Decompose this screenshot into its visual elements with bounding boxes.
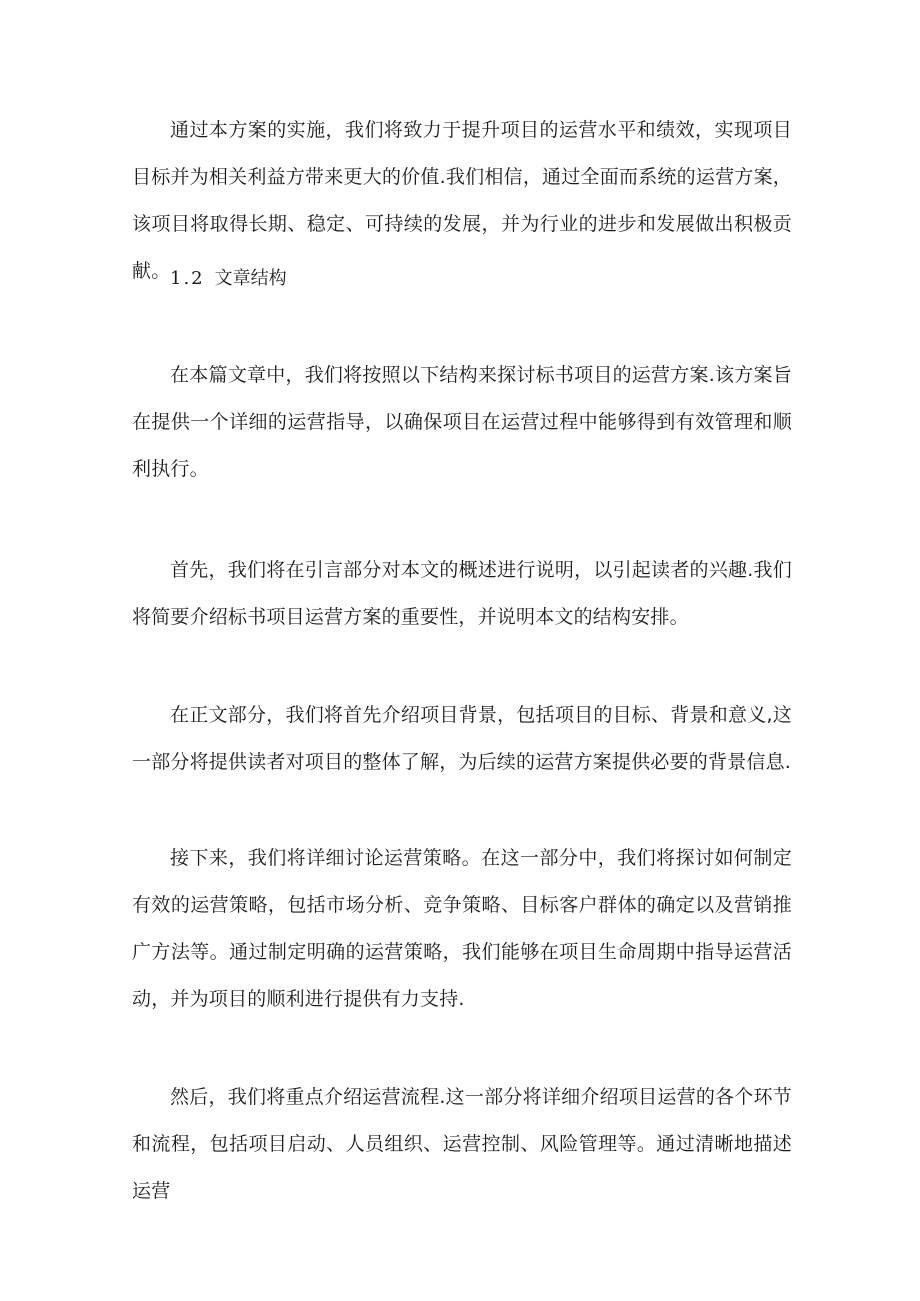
paragraph-operation-process: 然后，我们将重点介绍运营流程.这一部分将详细介绍项目运营的各个环节和流程，包括项目启动、人员组织、运营控制、风险管理等。通过清晰地描述运营 — [132, 1086, 792, 1202]
paragraph-structure-overview: 在本篇文章中，我们将按照以下结构来探讨标书项目的运营方案.该方案旨在提供一个详细的运营指导，以确保项目在运营过程中能够得到有效管理和顺利执行。 — [132, 364, 792, 480]
paragraph-project-background: 在正文部分，我们将首先介绍项目背景，包括项目的目标、背景和意义,这一部分将提供读者对项目的整体了解，为后续的运营方案提供必要的背景信息. — [132, 704, 792, 773]
paragraph-introduction-part: 首先，我们将在引言部分对本文的概述进行说明，以引起读者的兴趣.我们将简要介绍标书项目运营方案的重要性，并说明本文的结构安排。 — [132, 559, 792, 628]
section-title: 文章结构 — [214, 268, 287, 289]
section-heading — [170, 259, 287, 299]
section-number: 1.2 — [170, 268, 205, 289]
paragraph-intro-conclusion: 通过本方案的实施，我们将致力于提升项目的运营水平和绩效，实现项目目标并为相关利益方带来更大的价值.我们相信，通过全面而系统的运营方案，该项目将取得长期、稳定、可持续的发展，并为行业的进步和发展做出积极贡献。 — [132, 119, 792, 282]
paragraph-operation-strategy: 接下来，我们将详细讨论运营策略。在这一部分中，我们将探讨如何制定有效的运营策略，包括市场分析、竞争策略、目标客户群体的确定以及营销推广方法等。通过制定明确的运营策略，我们能够在项目生命周期中指导运营活动，并为项目的顺利进行提供有力支持. — [132, 847, 792, 1010]
